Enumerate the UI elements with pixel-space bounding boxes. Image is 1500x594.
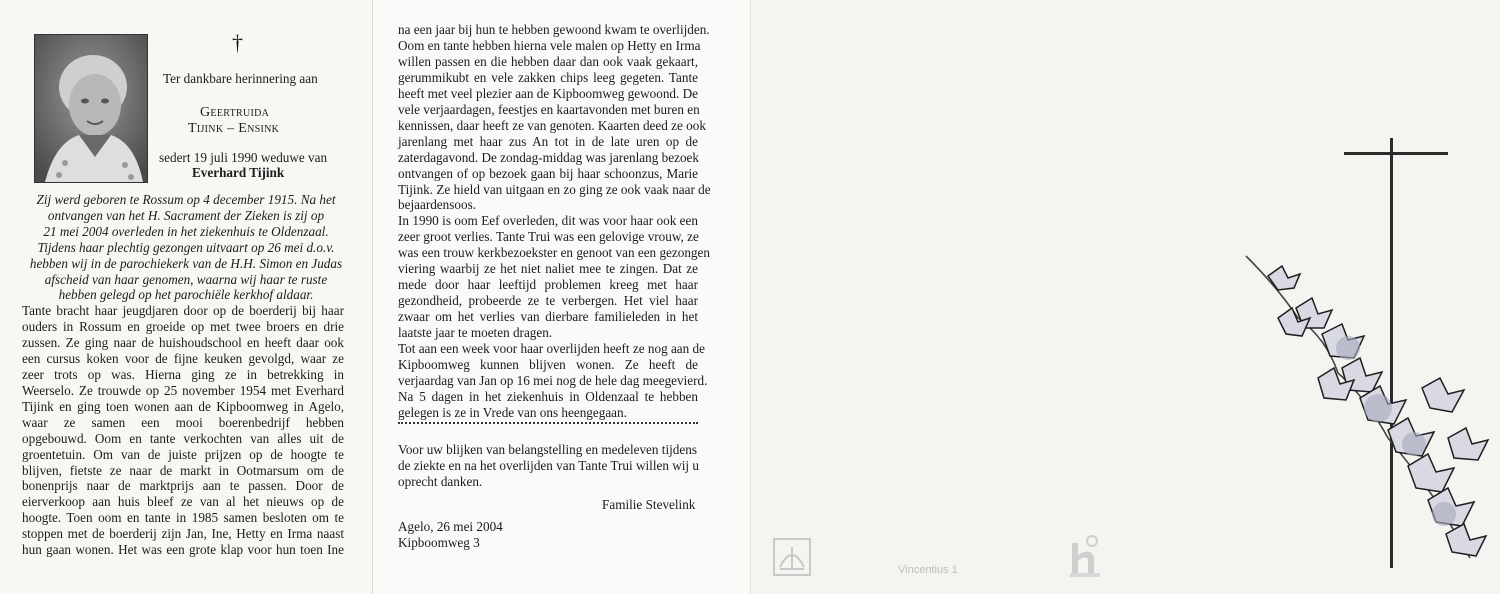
text-line: zwaar om het verlies van dierbare familieleden in het (398, 309, 698, 325)
text-line: willen passen en die hebben daar dan ook vaak gekaart, (398, 53, 698, 69)
text-line: waar ze samen een mooi boerenbedrijf hebben (22, 414, 344, 430)
text-line: gelegen is ze in Vrede van ons heengegaan. (398, 404, 627, 420)
husband-name: Everhard Tijink (192, 165, 285, 180)
left-panel (0, 0, 372, 594)
text-line: bejaardensoos. (398, 197, 476, 213)
intro-line: ontvangen van het H. Sacrament der Zieken is zij op (47, 207, 325, 223)
text-line: eierverkoop aan huis bleef ze van al het nieuws op de (22, 494, 344, 510)
intro-line: Zij werd geboren te Rossum op 4 december 1915. Na het (36, 192, 336, 207)
text-line: Weerselo. Ze trouwde op 25 november 1954 met Everhard (22, 382, 344, 398)
text-line: opgebouwd. Oom en tante verkochten van alles uit de (22, 430, 344, 446)
intro-line: hebben wij in de parochiekerk van de H.H. Simon en Judas (29, 255, 343, 271)
dotted-divider (398, 422, 698, 424)
text-line: laatste jaar te moeten dragen. (398, 325, 553, 341)
text-line: mede door haar leeftijd problemen kreeg met haar (398, 277, 698, 293)
deceased-surname: Tijink – Ensink (188, 121, 280, 136)
intro-line: 21 mei 2004 overleden in het ziekenhuis te Oldenzaal. (43, 223, 329, 239)
intro-line: Tijdens haar plechtig gezongen uitvaart op 26 mei d.o.v. (37, 239, 335, 255)
text-line: vele verjaardagen, feestjes en kaartavonden met buren en (398, 101, 700, 117)
printer-name: Vincentius 1 (898, 564, 958, 576)
intro-line: afscheid van haar genomen, waarna wij haar te ruste (44, 271, 328, 287)
church-emblem-icon (772, 537, 812, 577)
text-line: gezondheid, probeerde ze te verbergen. Het viel haar (398, 293, 698, 309)
text-line: na een jaar bij hun te hebben gewoond kwam te overlijden. (398, 22, 710, 37)
family-signature: Familie Stevelink (602, 497, 696, 512)
intro-paragraph (14, 192, 358, 303)
text-line: kennissen, daar heeft ze van genoten. Kaarten deed ze ook (398, 117, 706, 133)
text-line: de ziekte en na het overlijden van Tante Trui willen wij u (398, 457, 699, 473)
biography-part-2 (398, 22, 711, 421)
text-line: hun gaan wonen. Het was een grote klap voor hun toen Ine (22, 542, 344, 558)
thanks-paragraph (398, 442, 720, 490)
heading: Ter dankbare herinnering aan (163, 71, 318, 86)
text-line: ontvangen of op bezoek gaan bij haar schoonzus, Marie (398, 165, 698, 181)
text-line: Tijink en ging toen wonen aan de Kipboomweg in Agelo, (22, 398, 344, 414)
text-line: was een trouw kerkbezoekster en genoot van een gezongen (398, 245, 710, 261)
portrait-photo (34, 34, 148, 183)
text-line: blijven, fietste ze naar de markt in Ootmarsum om de (22, 462, 344, 478)
text-line: viering waarbij ze het niet naliet mee te zingen. Dat ze (398, 261, 698, 277)
place-date: Agelo, 26 mei 2004 (398, 519, 503, 534)
text-line: zussen. Ze ging naar de huishoudschool en heeft daar ook (22, 334, 344, 350)
text-line: zeer trots op was. Hierna ging ze in betrekking in (22, 366, 344, 382)
text-line: zeer groot verlies. Tante Trui was een gelovige vrouw, ze (398, 229, 699, 245)
text-line: bonenprijs naar de marktprijs aan te passen. Door de (22, 478, 344, 494)
place-and-address (398, 519, 503, 551)
text-line: Oom en tante hebben hierna vele malen op Hetty en Irma (398, 37, 701, 53)
text-line: een cursus koken voor de fijne keuken gevolgd, waar ze (22, 350, 344, 366)
widow-line: sedert 19 juli 1990 weduwe van (159, 150, 328, 165)
biography-part-1 (22, 303, 344, 558)
text-line: jarenlang met haar zus An tot in de late uren op de (398, 133, 698, 149)
deceased-first-name: Geertruida (200, 105, 270, 120)
text-line: Kipboomweg kunnen blijven wonen. Ze heeft de (398, 357, 698, 373)
cross-with-ivy-decoration (1238, 138, 1500, 578)
text-line: verjaardag van Jan op 16 mei nog de hele dag meegevierd. (398, 372, 708, 388)
text-line: stoppen met de boerderij zijn Jan, Ine, Hetty en Irma naast (22, 526, 344, 542)
text-line: oprecht danken. (398, 473, 483, 489)
intro-line: hebben gelegd op het parochiële kerkhof aldaar. (58, 287, 314, 303)
text-line: Tot aan een week voor haar overlijden heeft ze nog aan de (398, 341, 706, 357)
text-line: groentetuin. Om van de juiste prijzen op de hoogte te (22, 446, 344, 462)
text-line: Na 5 dagen in het ziekenhuis in Oldenzaal te hebben (398, 388, 698, 404)
text-line: gerummikubt en vele zakken chips leeg gegeten. Tante (398, 69, 698, 85)
text-line: hoogte. Toen oom en tante in 1985 samen besloten om te (22, 510, 344, 526)
text-line: In 1990 is oom Eef overleden, dit was voor haar ook een (398, 213, 698, 229)
printer-logo-icon (1068, 533, 1104, 579)
text-line: Tante bracht haar jeugdjaren door op de boerderij bij haar (22, 303, 344, 318)
cross-symbol: † (232, 30, 243, 55)
text-line: Tijink. Ze hield van uitgaan en zo ging ze ook vaak naar de (398, 181, 711, 197)
text-line: Voor uw blijken van belangstelling en medeleven tijdens (398, 442, 697, 457)
text-line: ouders in Rossum en groeide op met twee broers en drie (22, 318, 344, 334)
text-line: heeft met veel plezier aan de Kipboomweg gewoond. De (398, 85, 698, 101)
text-line: zaterdagavond. De zondag-middag was jarenlang bezoek (398, 149, 699, 165)
address: Kipboomweg 3 (398, 534, 480, 550)
